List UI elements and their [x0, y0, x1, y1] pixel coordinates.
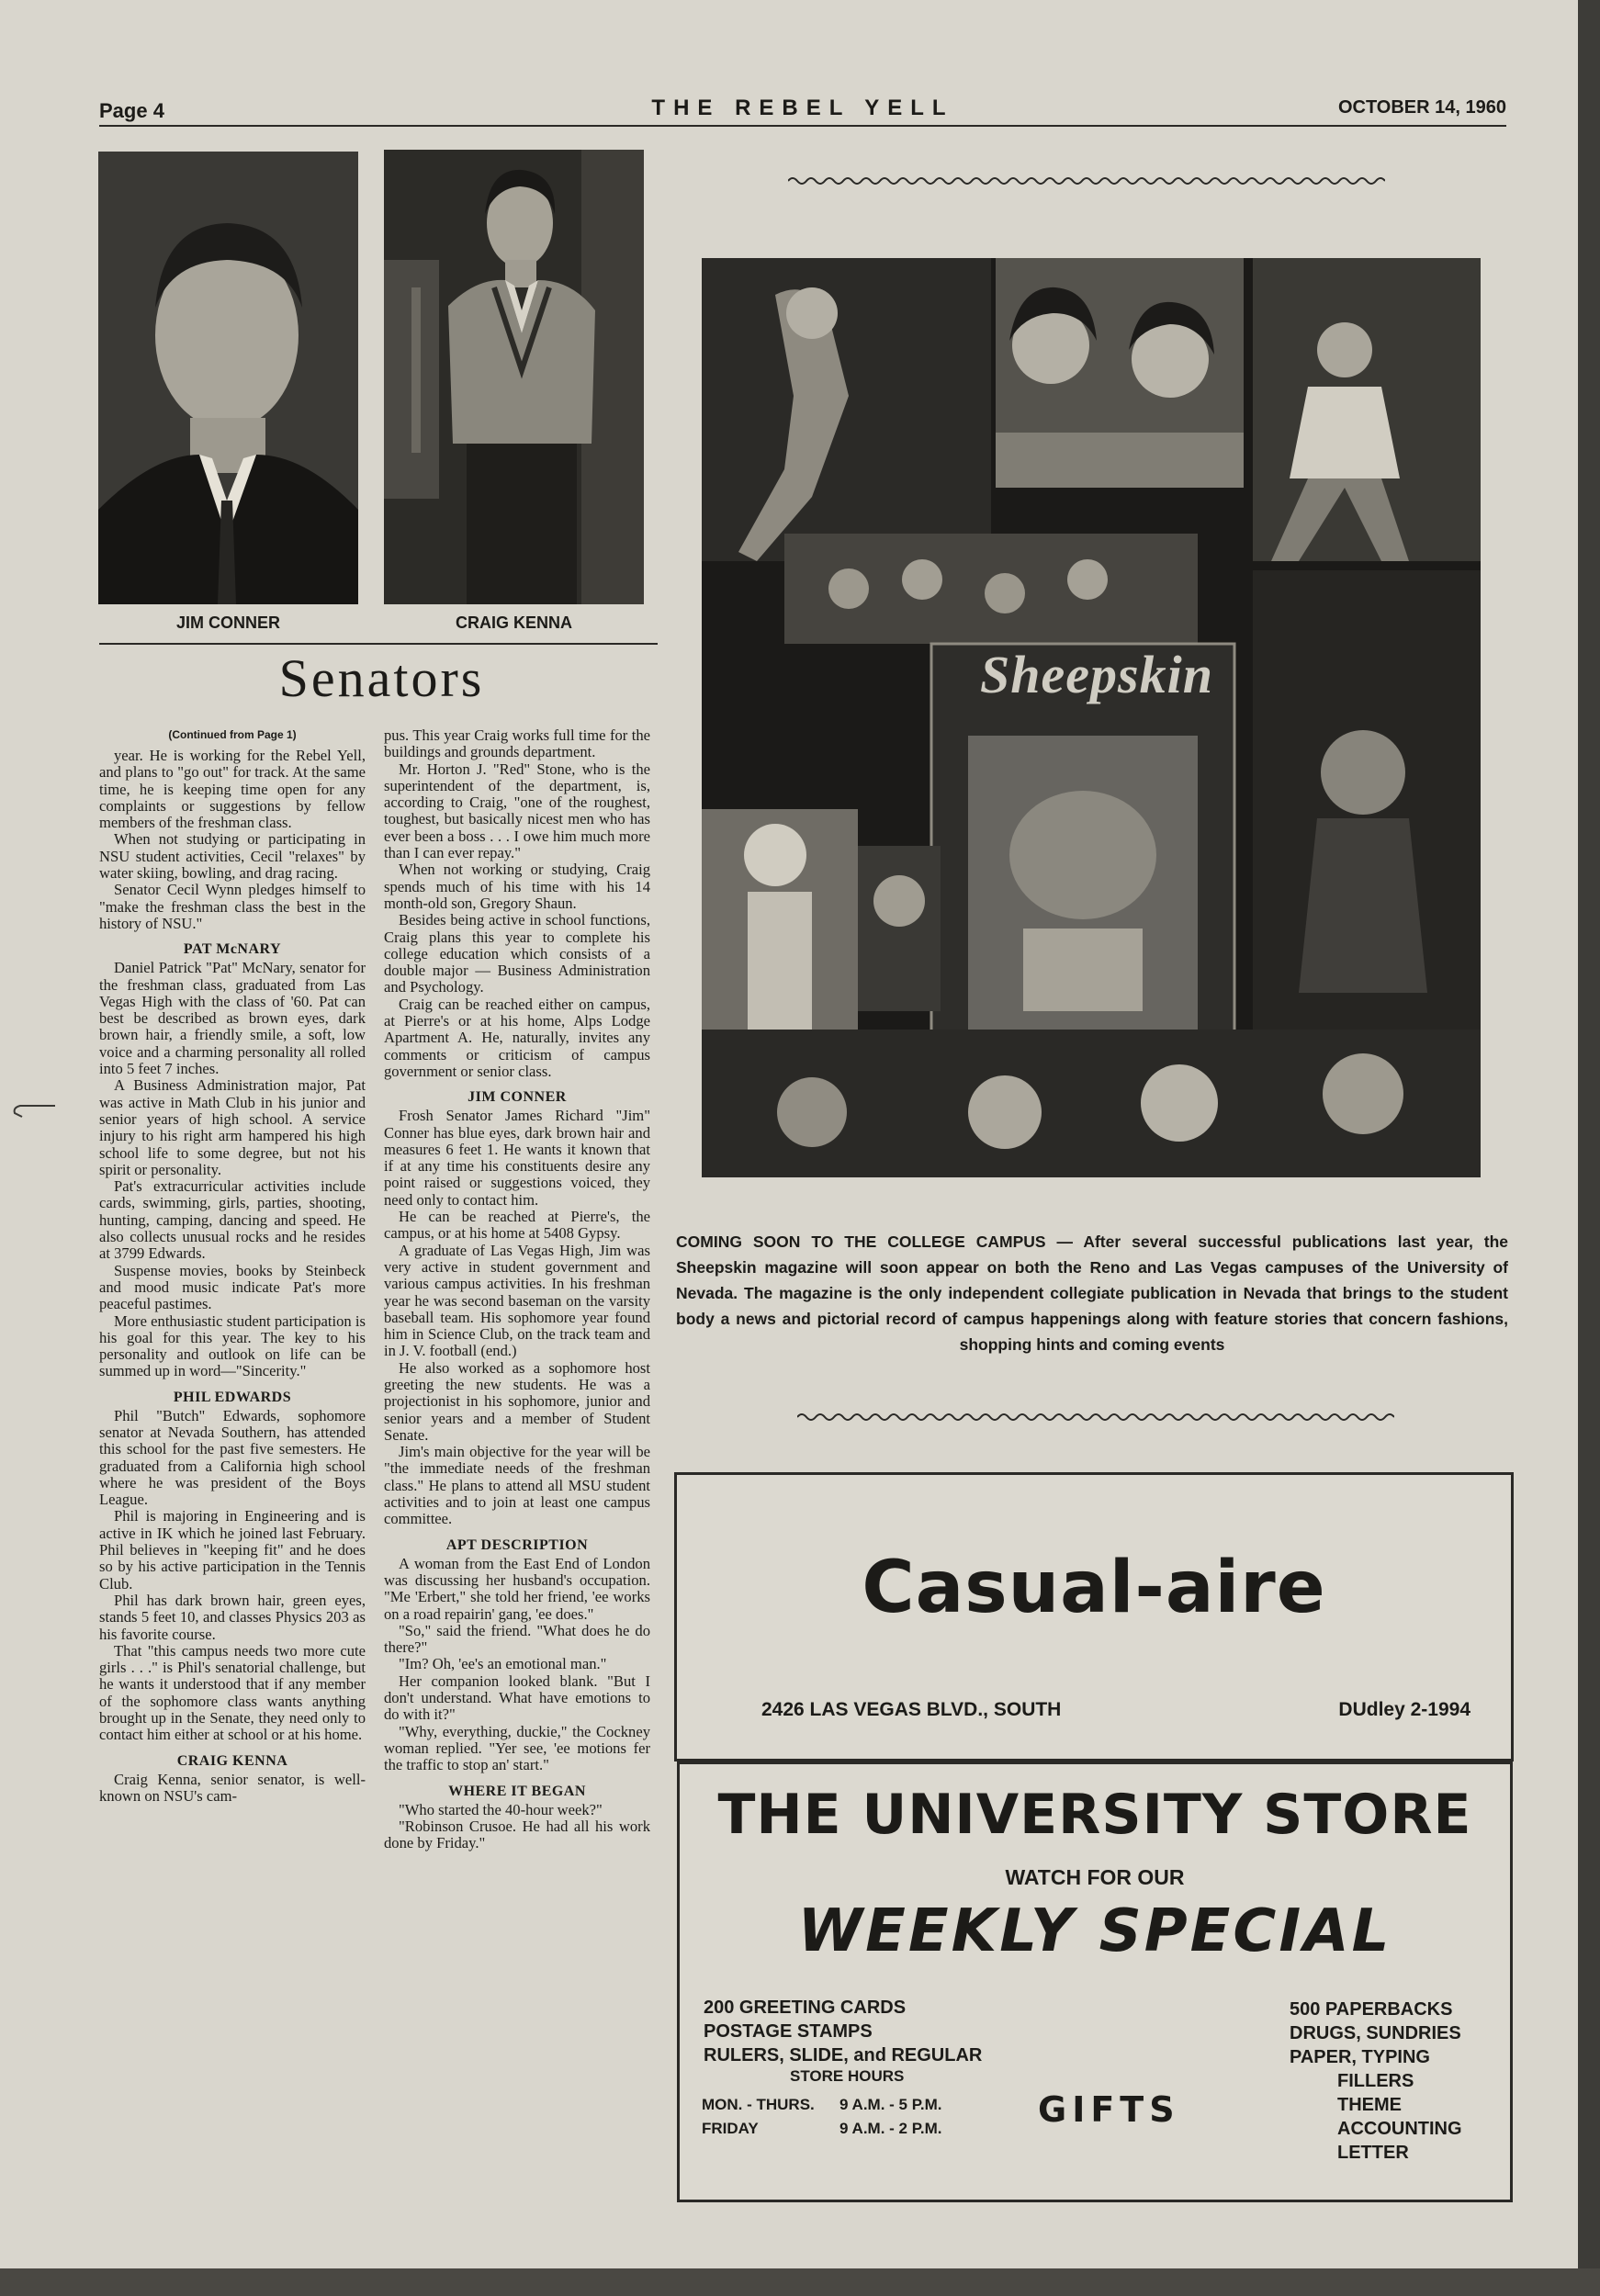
- paragraph: Phil is majoring in Engineering and is active in IK which he joined last February. Phil believes in "keeping fit" and he does so by his active participation in the Tennis Club.: [99, 1507, 366, 1593]
- paragraph: Daniel Patrick "Pat" McNary, senator for the freshman class, graduated from Las Vegas High with the class of '60. Pat can best be described as brown eyes, dark brown hair, a friendly smile, a soft, low voice and a charming personality all rolled into 5 feet 7 inches.: [99, 959, 366, 1078]
- wavy-divider-top: [788, 174, 1385, 187]
- scan-edge-bottom: [0, 2268, 1600, 2296]
- sheepskin-photo-collage: [702, 258, 1481, 1177]
- paragraph: More enthusiastic student participation is his goal for this year. The key to his personality and outlook on life can be summed up in word—"Sincerity.": [99, 1311, 366, 1380]
- paragraph: "Im? Oh, 'ee's an emotional man.": [399, 1655, 607, 1673]
- hours-row: [702, 2117, 941, 2141]
- newspaper-name: THE REBEL YELL: [651, 96, 954, 120]
- paragraph: Frosh Senator James Richard "Jim" Conner has blue eyes, dark brown hair and measures 6 feet 1. He wants it known that if at any time his constituents desire any point raised or suggestions voiced, they need only to contact him.: [384, 1107, 650, 1209]
- paragraph: Her companion looked blank. "But I don't understand. What have emotions to do with it?": [384, 1671, 650, 1724]
- list-item: PAPER, TYPING: [1290, 2047, 1430, 2067]
- hours-time: 9 A.M. - 2 P.M.: [839, 2120, 942, 2137]
- paragraph: A Business Administration major, Pat was active in Math Club in his junior and senior years of high school. A service injury to his right arm hampered his high school life to some degree, but not his spirit or personality.: [99, 1076, 366, 1178]
- list-item: DRUGS, SUNDRIES: [1290, 2023, 1461, 2043]
- paragraph: Suspense movies, books by Steinbeck and mood music indicate Pat's more peaceful pastimes.: [99, 1261, 366, 1313]
- sheepskin-magazine-title: Sheepskin: [980, 645, 1213, 704]
- paragraph: That "this campus needs two more cute girls . . ." is Phil's senatorial challenge, but he wants it understood that if any member of the sophomore class wants anything brought up in the Senate, they need only to contact him either at school or at his home.: [99, 1641, 366, 1744]
- paragraph: Phil has dark brown hair, green eyes, stands 5 feet 10, and classes Physics 203 as his favorite course.: [99, 1591, 366, 1643]
- paragraph: Pat's extracurricular activities include cards, swimming, girls, parties, shooting, hunting, camping, dancing and speed. He also collects unusual rocks and he resides at 3799 Edwards.: [99, 1177, 366, 1263]
- list-item: 500 PAPERBACKS: [1290, 1999, 1453, 2020]
- hours-time: 9 A.M. - 5 P.M.: [839, 2096, 942, 2113]
- paragraph: Phil "Butch" Edwards, sophomore senator at Nevada Southern, has attended this school for the past five semesters. He graduated from a California high school where he was president of the Boys League.: [99, 1406, 366, 1509]
- photo-caption-left: JIM CONNER: [175, 613, 280, 632]
- continued-note: (Continued from Page 1): [168, 728, 297, 741]
- paragraph: Mr. Horton J. "Red" Stone, who is the superintendent of the department, is, according to Craig, "one of the roughest, toughest, but basically nicest men who has ever been a boss . . . I owe him much more than I can ever repay.": [384, 760, 650, 862]
- scan-edge-right: [1578, 0, 1600, 2296]
- paragraph: "Why, everything, duckie," the Cockney woman replied. "Yer see, 'ee motions fer the traffic to stop an' start.": [384, 1722, 650, 1774]
- store-hours: [702, 2093, 941, 2141]
- hours-days: MON. - THURS.: [702, 2096, 815, 2113]
- collage-caption: COMING SOON TO THE COLLEGE CAMPUS — After several successful publications last year, the Sheepskin magazine will soon appear on both the Reno and Las Vegas campuses of the University of Nevada. The magazine is the only independent collegiate publication in Nevada that brings to the student body a news and pictorial record of campus happenings along with feature stories that concern fashions, shopping hints and coming events: [676, 1232, 1508, 1354]
- paragraph: A graduate of Las Vegas High, Jim was very active in student government and various campus activities. In his freshman year he was second baseman on the varsity baseball team. His sophomore year found him in Science Club, on the track team and in J. V. football (end.): [384, 1241, 650, 1360]
- paragraph: Senator Cecil Wynn pledges himself to "make the freshman class the best in the history of NSU.": [99, 881, 366, 932]
- paragraph: Craig can be reached either on campus, at Pierre's or at his home, Alps Lodge Apartment A. He, naturally, invites any comments or criticism of campus government or senior class.: [384, 995, 650, 1080]
- article-headline: Senators: [278, 648, 485, 708]
- list-item: POSTAGE STAMPS: [704, 2021, 873, 2042]
- paragraph: When not working or studying, Craig spends much of his time with his 14 month-old son, Gregory Shaun.: [384, 861, 650, 912]
- portrait-photo-jim-conner: [98, 152, 358, 604]
- store-hours-title: STORE HOURS: [790, 2067, 905, 2085]
- paragraph: When not studying or participating in NSU student activities, Cecil "relaxes" by water skiing, bowling, and drag racing.: [99, 830, 366, 883]
- store-items-right: [1290, 1998, 1462, 2165]
- paragraph: Jim's main objective for the year will be "the immediate needs of the freshman class." He plans to attend all MSU student activities and to join at least one campus committee.: [384, 1443, 650, 1528]
- hours-row: [702, 2093, 941, 2117]
- page-number: Page 4: [99, 99, 164, 122]
- gifts-label: GIFTS: [1038, 2089, 1180, 2130]
- store-name: THE UNIVERSITY STORE: [717, 1783, 1472, 1847]
- article-column-2: [384, 727, 650, 1851]
- paragraph: Besides being active in school functions, Craig plans this year to complete his college education which consists of a double major — Business Administration and Psychology.: [384, 911, 650, 996]
- caption-divider: [99, 643, 658, 645]
- list-item: ACCOUNTING: [1337, 2119, 1462, 2139]
- university-store-ad: [677, 1761, 1513, 2202]
- list-item: RULERS, SLIDE, and REGULAR: [704, 2045, 983, 2065]
- paragraph: He also worked as a sophomore host greeting the new students. He was a projectionist in his sophomore, junior and senior years and a member of Student Senate.: [384, 1358, 650, 1444]
- casualaire-phone: DUdley 2-1994: [1338, 1699, 1470, 1720]
- casualaire-address: 2426 LAS VEGAS BLVD., SOUTH: [761, 1699, 1062, 1720]
- list-item: 200 GREETING CARDS: [704, 1998, 907, 2018]
- paragraph: Craig Kenna, senior senator, is well-known on NSU's cam-: [99, 1770, 366, 1805]
- issue-date: OCTOBER 14, 1960: [1337, 97, 1506, 118]
- wavy-divider-bottom: [797, 1411, 1394, 1424]
- store-items-left: [704, 1996, 982, 2067]
- casualaire-ad: [674, 1472, 1514, 1761]
- subhead-apt-description: APT DESCRIPTION: [445, 1536, 589, 1553]
- paragraph: year. He is working for the Rebel Yell, and plans to "go out" for track. At the same time, he is keeping time open for any complaints or suggestions by fellow members of the freshman class.: [99, 747, 366, 832]
- paragraph: pus. This year Craig works full time for the buildings and grounds department.: [384, 726, 650, 761]
- subhead-jim-conner: JIM CONNER: [468, 1089, 567, 1106]
- subhead-craig-kenna: CRAIG KENNA: [176, 1752, 288, 1769]
- subhead-pat-mcnary: PAT McNARY: [183, 941, 282, 958]
- masthead: [99, 92, 1506, 127]
- paragraph: A woman from the East End of London was discussing her husband's occupation. "Me 'Erbert," she told her friend, 'ee works on a road repairin' gang, 'ee does.": [384, 1554, 650, 1623]
- paragraph: "So," said the friend. "What does he do there?": [384, 1621, 650, 1657]
- store-tagline: WATCH FOR OUR: [1005, 1865, 1185, 1889]
- list-item: THEME: [1337, 2095, 1402, 2115]
- paragraph: "Who started the 40-hour week?": [399, 1800, 603, 1818]
- casualaire-logo: Casual-aire: [862, 1547, 1326, 1629]
- margin-mark: [11, 1098, 57, 1120]
- list-item: FILLERS: [1337, 2071, 1414, 2091]
- subhead-where-it-began: WHERE IT BEGAN: [448, 1783, 586, 1799]
- weekly-special-heading: WEEKLY SPECIAL: [797, 1897, 1392, 1965]
- hours-days: FRIDAY: [702, 2120, 759, 2137]
- subhead-phil-edwards: PHIL EDWARDS: [173, 1389, 292, 1405]
- portrait-photo-craig-kenna: [384, 150, 644, 604]
- paragraph: "Robinson Crusoe. He had all his work done by Friday.": [384, 1817, 650, 1852]
- paragraph: He can be reached at Pierre's, the campus, or at his home at 5408 Gypsy.: [384, 1208, 650, 1243]
- article-column-1: [99, 727, 366, 1805]
- photo-caption-right: CRAIG KENNA: [455, 613, 572, 632]
- list-item: LETTER: [1337, 2143, 1409, 2163]
